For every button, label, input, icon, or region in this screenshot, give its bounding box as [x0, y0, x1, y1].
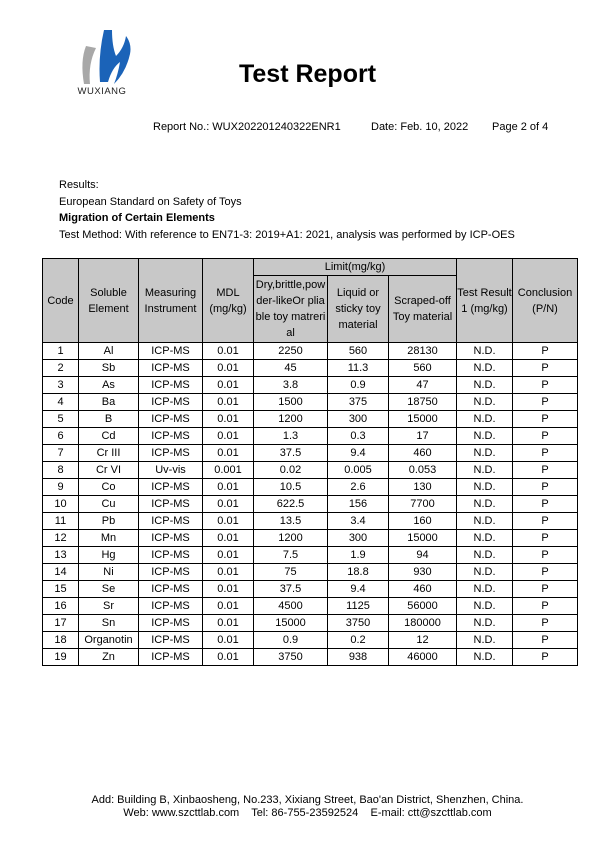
table-cell: ICP-MS — [139, 479, 203, 496]
table-cell: 1.3 — [254, 428, 328, 445]
table-cell: 11.3 — [328, 360, 389, 377]
table-cell: N.D. — [457, 428, 513, 445]
page-number: Page 2 of 4 — [492, 121, 549, 133]
table-cell: ICP-MS — [139, 547, 203, 564]
table-cell: P — [513, 394, 578, 411]
table-cell: P — [513, 428, 578, 445]
table-cell: N.D. — [457, 343, 513, 360]
table-cell: N.D. — [457, 615, 513, 632]
table-cell: 8 — [43, 462, 79, 479]
table-row — [43, 564, 578, 581]
table-cell: 9.4 — [328, 445, 389, 462]
table-cell: 0.01 — [203, 394, 254, 411]
table-cell: B — [79, 411, 139, 428]
table-cell: 75 — [254, 564, 328, 581]
table-cell: 3.8 — [254, 377, 328, 394]
table-cell: P — [513, 530, 578, 547]
table-cell: 37.5 — [254, 445, 328, 462]
table-cell: 0.01 — [203, 649, 254, 666]
table-cell: Cr III — [79, 445, 139, 462]
table-cell: 622.5 — [254, 496, 328, 513]
table-row — [43, 632, 578, 649]
table-cell: ICP-MS — [139, 428, 203, 445]
table-row — [43, 547, 578, 564]
table-cell: N.D. — [457, 632, 513, 649]
table-cell: ICP-MS — [139, 513, 203, 530]
table-cell: 0.9 — [328, 377, 389, 394]
table-row — [43, 615, 578, 632]
table-cell: 18 — [43, 632, 79, 649]
table-cell: Sn — [79, 615, 139, 632]
table-cell: 3.4 — [328, 513, 389, 530]
table-cell: 18.8 — [328, 564, 389, 581]
table-cell: Sr — [79, 598, 139, 615]
table-cell: 180000 — [389, 615, 457, 632]
table-cell: 15000 — [254, 615, 328, 632]
table-row — [43, 343, 578, 360]
table-row — [43, 394, 578, 411]
header-result: Test Result 1 (mg/kg) — [457, 259, 513, 343]
header-scraped: Scraped-off Toy material — [389, 276, 457, 343]
table-row — [43, 496, 578, 513]
table-row — [43, 462, 578, 479]
table-cell: 1.9 — [328, 547, 389, 564]
table-cell: Ni — [79, 564, 139, 581]
table-cell: 0.01 — [203, 581, 254, 598]
header-mdl: MDL (mg/kg) — [203, 259, 254, 343]
table-cell: ICP-MS — [139, 615, 203, 632]
table-cell: 13.5 — [254, 513, 328, 530]
table-row — [43, 377, 578, 394]
table-cell: Co — [79, 479, 139, 496]
standard-label: European Standard on Safety of Toys — [59, 196, 242, 208]
table-cell: 2.6 — [328, 479, 389, 496]
table-cell: 0.001 — [203, 462, 254, 479]
table-cell: 4 — [43, 394, 79, 411]
table-cell: 160 — [389, 513, 457, 530]
header-code: Code — [43, 259, 79, 343]
table-cell: ICP-MS — [139, 598, 203, 615]
table-cell: 1125 — [328, 598, 389, 615]
table-cell: 0.053 — [389, 462, 457, 479]
table-row — [43, 581, 578, 598]
table-cell: Ba — [79, 394, 139, 411]
table-cell: ICP-MS — [139, 581, 203, 598]
table-cell: 1200 — [254, 411, 328, 428]
table-cell: 0.01 — [203, 343, 254, 360]
table-cell: 10.5 — [254, 479, 328, 496]
table-cell: 15 — [43, 581, 79, 598]
table-cell: 15000 — [389, 411, 457, 428]
table-cell: ICP-MS — [139, 632, 203, 649]
table-cell: Cu — [79, 496, 139, 513]
table-cell: N.D. — [457, 496, 513, 513]
table-cell: 12 — [43, 530, 79, 547]
table-row — [43, 649, 578, 666]
table-cell: ICP-MS — [139, 649, 203, 666]
table-cell: 10 — [43, 496, 79, 513]
table-cell: P — [513, 547, 578, 564]
table-cell: 375 — [328, 394, 389, 411]
table-cell: 0.01 — [203, 428, 254, 445]
header-element: Soluble Element — [79, 259, 139, 343]
table-cell: 3750 — [328, 615, 389, 632]
table-cell: 0.3 — [328, 428, 389, 445]
table-cell: Al — [79, 343, 139, 360]
table-cell: 460 — [389, 445, 457, 462]
footer-contact: Web: www.szcttlab.com Tel: 86-755-23592524 E-mail: ctt@szcttlab.com — [123, 807, 492, 819]
table-cell: Se — [79, 581, 139, 598]
table-cell: 0.01 — [203, 615, 254, 632]
table-cell: ICP-MS — [139, 445, 203, 462]
table-cell: P — [513, 581, 578, 598]
table-cell: P — [513, 598, 578, 615]
table-cell: P — [513, 496, 578, 513]
results-table — [42, 258, 578, 666]
table-cell: 4500 — [254, 598, 328, 615]
table-cell: N.D. — [457, 394, 513, 411]
table-cell: 1500 — [254, 394, 328, 411]
table-row — [43, 445, 578, 462]
table-cell: 5 — [43, 411, 79, 428]
table-cell: 15000 — [389, 530, 457, 547]
table-cell: 156 — [328, 496, 389, 513]
table-cell: P — [513, 462, 578, 479]
table-cell: ICP-MS — [139, 496, 203, 513]
header-limit: Limit(mg/kg) — [254, 259, 457, 276]
table-cell: 37.5 — [254, 581, 328, 598]
table-cell: N.D. — [457, 445, 513, 462]
table-cell: 130 — [389, 479, 457, 496]
table-cell: ICP-MS — [139, 343, 203, 360]
page-title: Test Report — [238, 60, 377, 88]
table-cell: 18750 — [389, 394, 457, 411]
table-cell: P — [513, 615, 578, 632]
table-cell: 9.4 — [328, 581, 389, 598]
test-method: Test Method: With reference to EN71-3: 2019+A1: 2021, analysis was performed by ICP-OES — [59, 229, 515, 241]
header-conclusion: Conclusion (P/N) — [513, 259, 578, 343]
table-cell: 560 — [328, 343, 389, 360]
table-cell: N.D. — [457, 649, 513, 666]
table-row — [43, 598, 578, 615]
table-cell: N.D. — [457, 411, 513, 428]
table-cell: P — [513, 343, 578, 360]
table-cell: 0.005 — [328, 462, 389, 479]
table-cell: P — [513, 564, 578, 581]
table-cell: 13 — [43, 547, 79, 564]
header-instrument: Measuring Instrument — [139, 259, 203, 343]
table-cell: N.D. — [457, 513, 513, 530]
table-cell: Cr VI — [79, 462, 139, 479]
table-cell: 460 — [389, 581, 457, 598]
table-cell: 2 — [43, 360, 79, 377]
table-cell: P — [513, 632, 578, 649]
table-row — [43, 411, 578, 428]
table-cell: P — [513, 513, 578, 530]
table-cell: 0.01 — [203, 564, 254, 581]
table-cell: ICP-MS — [139, 360, 203, 377]
table-cell: 0.01 — [203, 411, 254, 428]
table-cell: 2250 — [254, 343, 328, 360]
table-cell: 560 — [389, 360, 457, 377]
table-cell: N.D. — [457, 564, 513, 581]
table-cell: 7700 — [389, 496, 457, 513]
table-cell: Zn — [79, 649, 139, 666]
section-heading: Migration of Certain Elements — [59, 212, 215, 224]
table-row — [43, 479, 578, 496]
table-cell: Cd — [79, 428, 139, 445]
table-cell: 0.02 — [254, 462, 328, 479]
table-cell: 0.2 — [328, 632, 389, 649]
table-cell: 46000 — [389, 649, 457, 666]
table-cell: 0.9 — [254, 632, 328, 649]
table-cell: N.D. — [457, 360, 513, 377]
table-cell: 0.01 — [203, 479, 254, 496]
table-cell: 12 — [389, 632, 457, 649]
table-row — [43, 530, 578, 547]
table-cell: 19 — [43, 649, 79, 666]
table-cell: N.D. — [457, 377, 513, 394]
results-label: Results: — [59, 179, 99, 191]
table-cell: N.D. — [457, 598, 513, 615]
table-cell: 0.01 — [203, 445, 254, 462]
table-cell: 28130 — [389, 343, 457, 360]
table-cell: 0.01 — [203, 496, 254, 513]
table-cell: 930 — [389, 564, 457, 581]
table-cell: 7.5 — [254, 547, 328, 564]
table-cell: 300 — [328, 411, 389, 428]
table-cell: 45 — [254, 360, 328, 377]
table-cell: ICP-MS — [139, 530, 203, 547]
table-cell: ICP-MS — [139, 411, 203, 428]
table-cell: 0.01 — [203, 513, 254, 530]
table-cell: 11 — [43, 513, 79, 530]
table-cell: P — [513, 649, 578, 666]
table-cell: 1200 — [254, 530, 328, 547]
table-cell: ICP-MS — [139, 377, 203, 394]
table-cell: 3 — [43, 377, 79, 394]
table-cell: P — [513, 479, 578, 496]
table-row — [43, 428, 578, 445]
table-cell: N.D. — [457, 479, 513, 496]
table-cell: P — [513, 411, 578, 428]
table-cell: Hg — [79, 547, 139, 564]
table-cell: 16 — [43, 598, 79, 615]
table-cell: Pb — [79, 513, 139, 530]
table-cell: 0.01 — [203, 530, 254, 547]
table-cell: As — [79, 377, 139, 394]
table-cell: Uv-vis — [139, 462, 203, 479]
table-cell: 1 — [43, 343, 79, 360]
table-cell: 56000 — [389, 598, 457, 615]
table-cell: 17 — [43, 615, 79, 632]
report-date: Date: Feb. 10, 2022 — [371, 121, 469, 133]
footer-address: Add: Building B, Xinbaosheng, No.233, Xixiang Street, Bao'an District, Shenzhen, China. — [91, 794, 524, 806]
table-cell: 6 — [43, 428, 79, 445]
table-cell: 0.01 — [203, 377, 254, 394]
table-cell: 0.01 — [203, 360, 254, 377]
table-cell: 3750 — [254, 649, 328, 666]
table-cell: ICP-MS — [139, 564, 203, 581]
table-row — [43, 360, 578, 377]
table-cell: Sb — [79, 360, 139, 377]
table-cell: 94 — [389, 547, 457, 564]
table-cell: 7 — [43, 445, 79, 462]
table-cell: 938 — [328, 649, 389, 666]
table-cell: Organotin — [79, 632, 139, 649]
table-row — [43, 513, 578, 530]
table-cell: P — [513, 360, 578, 377]
table-cell: Mn — [79, 530, 139, 547]
table-cell: N.D. — [457, 462, 513, 479]
table-cell: P — [513, 445, 578, 462]
table-cell: 17 — [389, 428, 457, 445]
logo-text: WUXIANG — [77, 86, 127, 97]
table-cell: 0.01 — [203, 547, 254, 564]
table-cell: N.D. — [457, 530, 513, 547]
table-cell: 0.01 — [203, 632, 254, 649]
table-cell: P — [513, 377, 578, 394]
table-cell: N.D. — [457, 547, 513, 564]
table-cell: 0.01 — [203, 598, 254, 615]
table-cell: ICP-MS — [139, 394, 203, 411]
header-liquid: Liquid or sticky toy material — [328, 276, 389, 343]
table-cell: 300 — [328, 530, 389, 547]
table-cell: N.D. — [457, 581, 513, 598]
table-cell: 9 — [43, 479, 79, 496]
table-cell: 14 — [43, 564, 79, 581]
table-cell: 47 — [389, 377, 457, 394]
report-number: Report No.: WUX202201240322ENR1 — [153, 121, 341, 133]
header-dry: Dry,brittle,powder-likeOr pliable toy matrerial — [254, 276, 328, 343]
